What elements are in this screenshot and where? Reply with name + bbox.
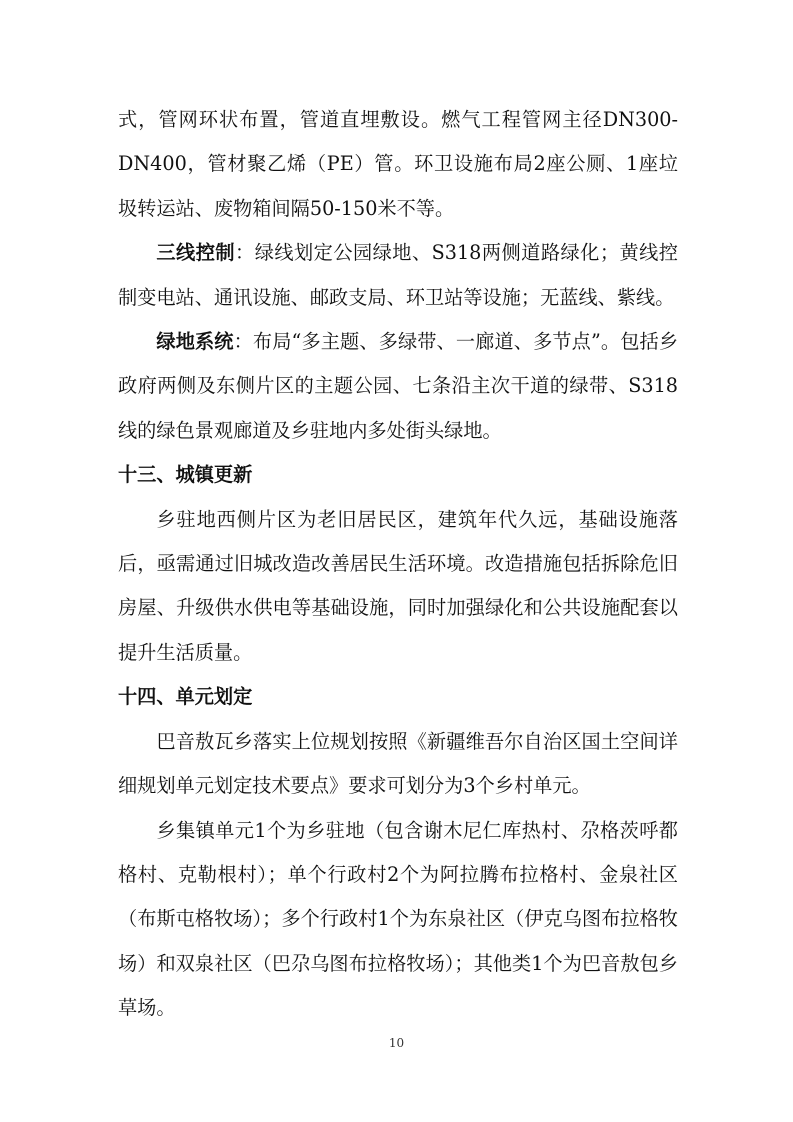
green-system-lead: 绿地系统 xyxy=(156,330,234,354)
paragraph-urban-renewal: 乡驻地西侧片区为老旧居民区，建筑年代久远，基础设施落后，亟需通过旧城改造改善居民生活环境。改造措施包括拆除危旧房屋、升级供水供电等基础设施，同时加强绿化和公共设施配套以提升生活质量。 xyxy=(118,507,678,664)
paragraph-unit-division-2: 乡集镇单元1个为乡驻地（包含谢木尼仁库热村、尕格茨呼都格村、克勒根村）；单个行政村2个为阿拉腾布拉格村、金泉社区（布斯屯格牧场）；多个行政村1个为东泉社区（伊克乌图布拉格牧场）和双泉社区（巴尕乌图布拉格牧场）；其他类1个为巴音敖包乡草场。 xyxy=(118,818,678,1020)
section-heading-urban-renewal: 十三、城镇更新 xyxy=(118,463,253,487)
section-heading-unit-division: 十四、单元划定 xyxy=(118,685,253,709)
page-number: 10 xyxy=(388,1036,405,1050)
three-lines-lead: 三线控制 xyxy=(156,241,236,265)
paragraph-unit-division-1: 巴音敖瓦乡落实上位规划按照《新疆维吾尔自治区国土空间详细规划单元划定技术要点》要求可划分为3个乡村单元。 xyxy=(118,729,678,798)
paragraph-green-system xyxy=(118,320,678,453)
document-page xyxy=(118,98,678,1031)
paragraph-three-lines xyxy=(118,231,678,320)
green-system-body: ：布局“多主题、多绿带、一廊道、多节点”。包括乡政府两侧及东侧片区的主题公园、七条沿主次干道的绿带、S318线的绿色景观廊道及乡驻地内多处街头绿地。 xyxy=(118,330,679,442)
paragraph-infrastructure: 式，管网环状布置，管道直埋敷设。燃气工程管网主径DN300-DN400，管材聚乙烯（PE）管。环卫设施布局2座公厕、1座垃圾转运站、废物箱间隔50-150米不等。 xyxy=(118,108,678,220)
three-lines-body: ：绿线划定公园绿地、S318两侧道路绿化；黄线控制变电站、通讯设施、邮政支局、环卫站等设施；无蓝线、紫线。 xyxy=(118,241,678,309)
